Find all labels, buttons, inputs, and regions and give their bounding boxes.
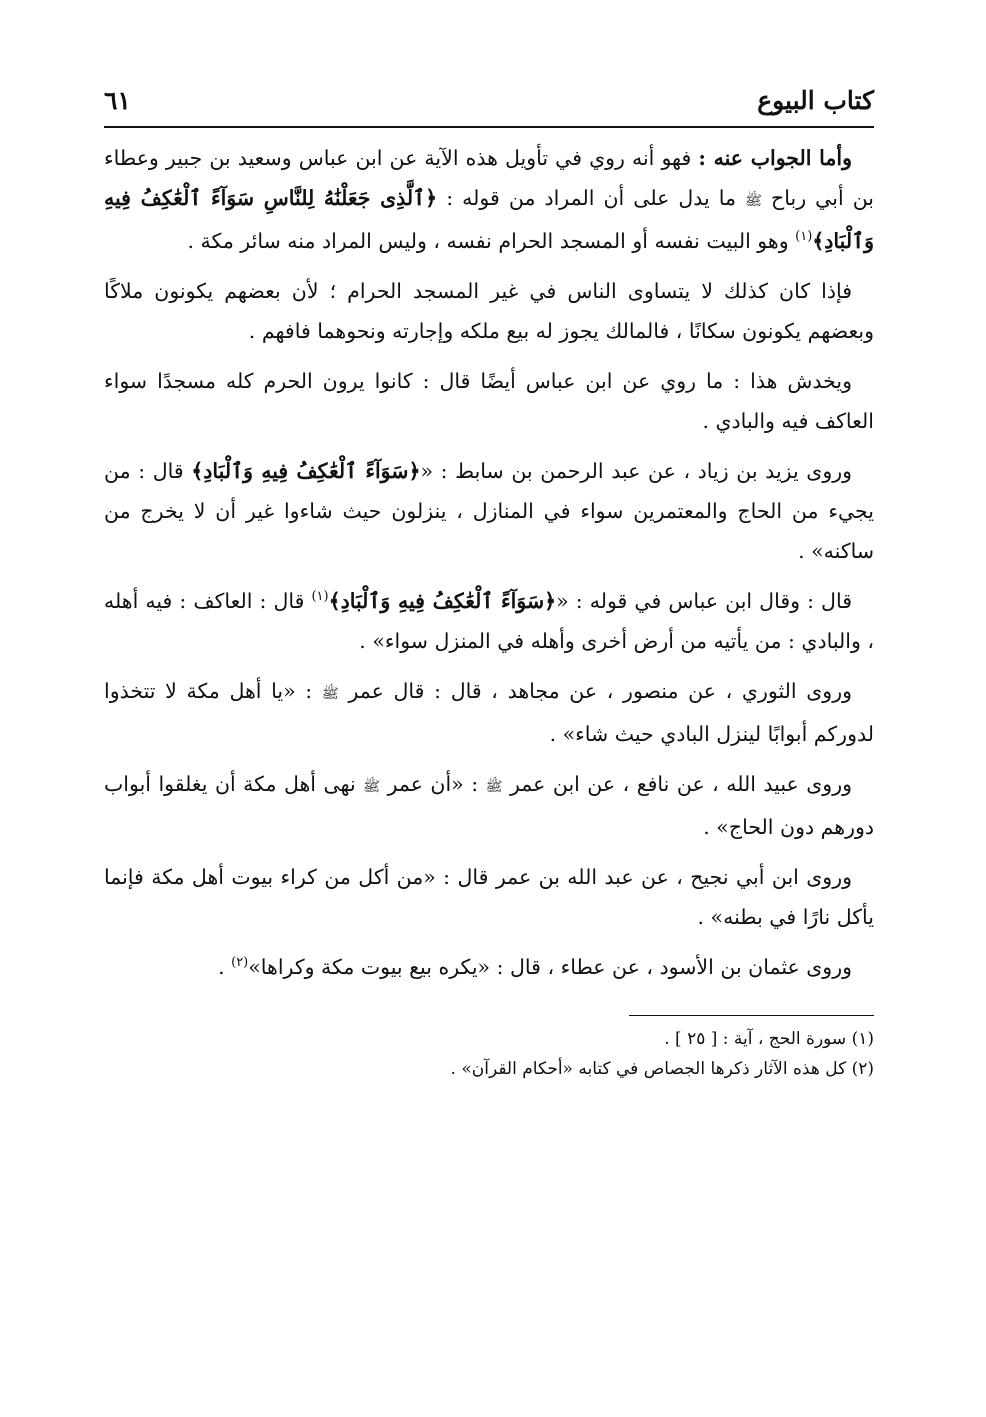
honorific-symbol: ﷺ — [363, 779, 381, 795]
chapter-title: كتاب البيوع — [757, 86, 874, 115]
footnote-reference: (١) — [311, 589, 329, 605]
page-number: ٦١ — [104, 86, 131, 115]
honorific-symbol: ﷺ — [745, 193, 762, 209]
paragraph-4 — [104, 451, 874, 571]
footnote-reference: (١) — [795, 229, 813, 245]
paragraph-6 — [104, 671, 874, 754]
quran-verse: ﴿سَوَآءً ٱلْعَٰكِفُ فِيهِ وَٱلْبَادِ﴾ — [191, 459, 421, 483]
paragraph-8 — [104, 857, 874, 937]
quran-verse: ﴿سَوَآءً ٱلْعَٰكِفُ فِيهِ وَٱلْبَادِ﴾ — [328, 589, 557, 613]
footnote-reference: (٢) — [231, 955, 249, 971]
paragraph-2 — [104, 271, 874, 351]
paragraph-text: ويخدش هذا : ما روي عن ابن عباس أيضًا قال : كانوا يرون الحرم كله مسجدًا سواء العاكف فيه والبادي . — [104, 369, 874, 433]
paragraph-3 — [104, 361, 874, 441]
paragraph-text: : «أن عمر — [380, 772, 486, 796]
paragraph-text: وهو البيت نفسه أو المسجد الحرام نفسه ، وليس المراد منه سائر مكة . — [187, 229, 796, 253]
paragraph-7 — [104, 764, 874, 847]
body-text — [104, 138, 874, 987]
honorific-symbol: ﷺ — [321, 686, 339, 702]
paragraph-text: قال : وقال ابن عباس في قوله : « — [556, 589, 852, 613]
paragraph-text: فهو أنه روي في تأويل هذه الآية عن ابن عباس وسعيد بن جبير وعطاء بن أبي رباح — [104, 146, 875, 210]
footnote-1: (١) سورة الحج ، آية : [ ٢٥ ] . — [664, 1029, 874, 1049]
running-header — [104, 80, 874, 128]
paragraph-text: : «يا أهل مكة لا تتخذوا لدوركم أبوابًا لينزل البادي حيث شاء» . — [104, 679, 874, 746]
paragraph-text: قال : من يجيء من الحاج والمعتمرين سواء في المنازل ، ينزلون حيث شاءوا غير أن لا يخرج من ساكنه» . — [104, 459, 874, 563]
honorific-symbol: ﷺ — [485, 779, 503, 795]
paragraph-1 — [104, 138, 874, 261]
paragraph-text: . — [218, 955, 232, 979]
paragraph-text: وروى الثوري ، عن منصور ، عن مجاهد ، قال : قال عمر — [338, 679, 852, 703]
footnote-divider — [629, 1015, 874, 1016]
paragraph-text: نهى أهل مكة أن يغلقوا أبواب دورهم دون الحاج» . — [104, 772, 874, 839]
paragraph-text: ما يدل على أن المراد من قوله : — [437, 186, 746, 210]
paragraph-text: وروى عثمان بن الأسود ، عن عطاء ، قال : «يكره بيع بيوت مكة وكراها» — [248, 955, 852, 979]
paragraph-text: وروى يزيد بن زياد ، عن عبد الرحمن بن سابط : « — [420, 459, 853, 483]
paragraph-text: وروى ابن أبي نجيح ، عن عبد الله بن عمر قال : «من أكل من كراء بيوت أهل مكة فإنما يأكل نارًا في بطنه» . — [104, 865, 874, 929]
paragraph-text: قال : العاكف : فيه أهله ، والبادي : من يأتيه من أرض أخرى وأهله في المنزل سواء» . — [104, 589, 874, 653]
book-page — [104, 80, 874, 1360]
paragraph-9 — [104, 947, 874, 987]
paragraph-text: وروى عبيد الله ، عن نافع ، عن ابن عمر — [502, 772, 853, 796]
paragraph-text: فإذا كان كذلك لا يتساوى الناس في غير المسجد الحرام ؛ لأن بعضهم يكونون ملاكًا وبعضهم يكونون سكانًا ، فالمالك يجوز له بيع ملكه وإجارته ونحوهما فافهم . — [104, 279, 874, 343]
paragraph-lead: وأما الجواب عنه : — [698, 146, 852, 170]
footnotes — [104, 1024, 874, 1084]
footnote-2: (٢) كل هذه الآثار ذكرها الجصاص في كتابه «أحكام القرآن» . — [450, 1059, 874, 1079]
paragraph-5 — [104, 581, 874, 661]
quran-verse: ﴿ٱلَّذِى جَعَلْنَٰهُ لِلنَّاسِ سَوَآءً ٱلْعَٰكِفُ فِيهِ وَٱلْبَادِ﴾ — [104, 186, 874, 253]
